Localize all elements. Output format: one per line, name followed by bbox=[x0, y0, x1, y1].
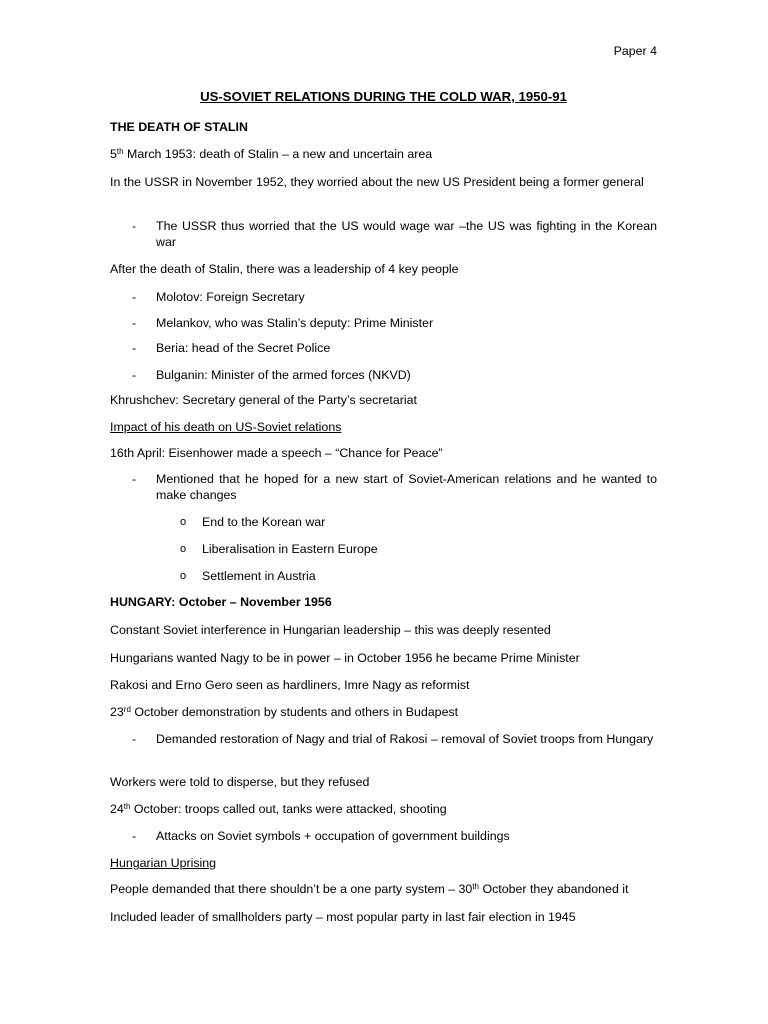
sub-bullet-text: Settlement in Austria bbox=[202, 569, 316, 583]
paragraph: 16th April: Eisenhower made a speech – “Chance for Peace” bbox=[110, 446, 443, 460]
bullet-text: Melankov, who was Stalin’s deputy: Prime Minister bbox=[156, 316, 434, 330]
bullet-marker: - bbox=[132, 368, 137, 382]
paragraph: Hungarians wanted Nagy to be in power – in October 1956 he became Prime Minister bbox=[110, 651, 580, 665]
bullet-marker: - bbox=[132, 829, 137, 843]
section-heading-death-of-stalin: THE DEATH OF STALIN bbox=[110, 120, 248, 134]
paragraph: Workers were told to disperse, but they refused bbox=[110, 775, 370, 789]
paragraph: Khrushchev: Secretary general of the Party’s secretariat bbox=[110, 393, 417, 407]
paragraph: 5th March 1953: death of Stalin – a new and uncertain area bbox=[110, 147, 433, 161]
paragraph: After the death of Stalin, there was a leadership of 4 key people bbox=[110, 262, 459, 276]
bullet-marker: - bbox=[132, 472, 137, 486]
paragraph: Rakosi and Erno Gero seen as hardliners, Imre Nagy as reformist bbox=[110, 678, 470, 692]
bullet-text: The USSR thus worried that the US would wage war –the US was fighting in the Korean war bbox=[156, 219, 657, 249]
sub-bullet-text: End to the Korean war bbox=[202, 515, 326, 529]
bullet-marker: - bbox=[132, 732, 137, 746]
sub-bullet-text: Liberalisation in Eastern Europe bbox=[202, 542, 378, 556]
paragraph: 23rd October demonstration by students and others in Budapest bbox=[110, 705, 459, 719]
bullet-text: Bulganin: Minister of the armed forces (NKVD) bbox=[156, 368, 411, 382]
bullet-text: Demanded restoration of Nagy and trial of Rakosi – removal of Soviet troops from Hungary bbox=[156, 732, 654, 746]
paragraph: 24th October: troops called out, tanks were attacked, shooting bbox=[110, 802, 447, 816]
paragraph: People demanded that there shouldn’t be a one party system – 30th October they abandoned it bbox=[110, 882, 629, 896]
bullet-marker: - bbox=[132, 316, 137, 330]
bullet-marker: - bbox=[132, 341, 137, 355]
section-heading-hungary: HUNGARY: October – November 1956 bbox=[110, 595, 332, 609]
paragraph: In the USSR in November 1952, they worried about the new US President being a former general bbox=[110, 175, 644, 189]
subheading-hungarian-uprising: Hungarian Uprising bbox=[110, 856, 217, 870]
sub-bullet-marker: o bbox=[180, 516, 187, 528]
paper-label: Paper 4 bbox=[613, 44, 657, 58]
bullet-marker: - bbox=[132, 219, 137, 233]
subheading-impact: Impact of his death on US-Soviet relations bbox=[110, 420, 342, 434]
bullet-text: Beria: head of the Secret Police bbox=[156, 341, 331, 355]
bullet-text: Molotov: Foreign Secretary bbox=[156, 290, 305, 304]
bullet-text: Mentioned that he hoped for a new start of Soviet-American relations and he wanted to make changes bbox=[156, 472, 657, 502]
paragraph: Constant Soviet interference in Hungarian leadership – this was deeply resented bbox=[110, 623, 551, 637]
document-title: US-SOVIET RELATIONS DURING THE COLD WAR, 1950-91 bbox=[200, 89, 567, 104]
paragraph: Included leader of smallholders party – most popular party in last fair election in 1945 bbox=[110, 910, 576, 924]
document-page bbox=[110, 0, 657, 1024]
sub-bullet-marker: o bbox=[180, 543, 187, 555]
sub-bullet-marker: o bbox=[180, 570, 187, 582]
bullet-text: Attacks on Soviet symbols + occupation of government buildings bbox=[156, 829, 510, 843]
bullet-marker: - bbox=[132, 290, 137, 304]
